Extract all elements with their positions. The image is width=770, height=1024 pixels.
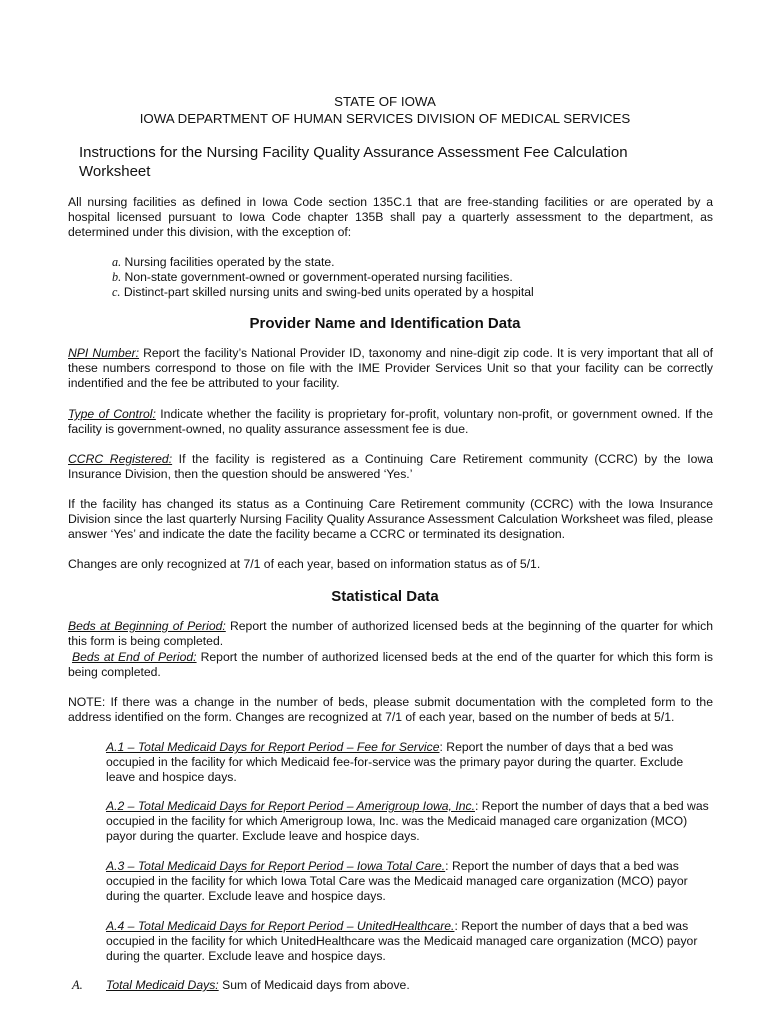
intro-paragraph: All nursing facilities as defined in Iowa Code section 135C.1 that are free-standing facilities or are operated by a hospital licensed pursuant to Iowa Code chapter 135B shall pay a quarterly assessment to the department, as determined under this division, with the exception of:: [68, 195, 713, 240]
provider-section-heading: Provider Name and Identification Data: [249, 315, 521, 332]
doc-title-line1: Instructions for the Nursing Facility Quality Assurance Assessment Fee Calculation: [79, 144, 628, 161]
ccrc-text: If the facility is registered as a Continuing Care Retirement community (CCRC) by the Iowa Insurance Division, then the question should be answered ‘Yes.’: [68, 452, 713, 482]
statistical-section-heading: Statistical Data: [331, 588, 439, 605]
department-header: IOWA DEPARTMENT OF HUMAN SERVICES DIVISION OF MEDICAL SERVICES: [139, 111, 631, 126]
item-label: A.3 – Total Medicaid Days for Report Period – Iowa Total Care.: [106, 859, 446, 873]
beds-end-label: Beds at End of Period:: [72, 650, 197, 664]
changes-note: Changes are only recognized at 7/1 of each year, based on information status as of 5/1.: [68, 557, 541, 571]
beds-begin-paragraph: [68, 619, 713, 649]
beds-begin-label: Beds at Beginning of Period:: [68, 619, 226, 633]
total-medicaid-days: [106, 978, 712, 993]
exception-text: Non-state government-owned or government-operated nursing facilities.: [124, 270, 513, 284]
ccrc-label: CCRC Registered:: [68, 452, 173, 466]
state-header: STATE OF IOWA: [334, 94, 436, 109]
ccrc-paragraph: [68, 452, 713, 482]
medicaid-item-a3: [106, 859, 712, 905]
exception-letter: c.: [112, 285, 121, 299]
npi-label: NPI Number:: [68, 346, 140, 360]
item-label: A.1 – Total Medicaid Days for Report Period – Fee for Service: [106, 740, 440, 754]
exceptions-list: [112, 255, 534, 300]
control-text: Indicate whether the facility is proprietary for-profit, voluntary non-profit, or government owned. If the facility is government-owned, no quality assurance assessment fee is due.: [68, 407, 713, 437]
total-text: Sum of Medicaid days from above.: [218, 978, 410, 992]
exception-letter: a.: [112, 255, 122, 269]
npi-text: Report the facility’s National Provider ID, taxonomy and nine-digit zip code. It is very important that all of these numbers correspond to those on file with the IME Provider Services Unit so that your facility can be correctly indentified and the fee be attributed to your facility.: [68, 346, 713, 391]
total-mark: A.: [72, 978, 83, 992]
exception-item: [112, 255, 534, 270]
ccrc-change-paragraph: If the facility has changed its status as a Continuing Care Retirement community (CCRC) with the Iowa Insurance Division since the last quarterly Nursing Facility Quality Assurance Assessment Calculation Worksheet was filed, please answer ‘Yes’ and indicate the date the facility became a CCRC or terminated its designation.: [68, 497, 713, 542]
beds-end-paragraph: [68, 650, 713, 680]
item-label: A.2 – Total Medicaid Days for Report Period – Amerigroup Iowa, Inc.: [106, 799, 475, 813]
total-label: Total Medicaid Days:: [106, 978, 219, 992]
beds-end-text: Report the number of authorized licensed beds at the end of the quarter for which this form is being completed.: [68, 650, 713, 680]
beds-note-paragraph: NOTE: If there was a change in the number of beds, please submit documentation with the completed form to the address identified on the form. Changes are recognized at 7/1 of each year, based on the number of beds at 5/1.: [68, 695, 713, 725]
control-paragraph: [68, 407, 713, 437]
exception-letter: b.: [112, 270, 122, 284]
npi-paragraph: [68, 346, 713, 392]
item-text: : Report the number of days that a bed was occupied in the facility for which Iowa Total Care was the Medicaid managed care organization (MCO) payor during the quarter. Exclude leave and hospice days.: [106, 859, 688, 904]
medicaid-item-a1: [106, 740, 712, 786]
doc-title-line2: Worksheet: [79, 163, 151, 180]
exception-text: Distinct-part skilled nursing units and swing-bed units operated by a hospital: [123, 285, 534, 299]
beds-begin-text: Report the number of authorized licensed beds at the beginning of the quarter for which this form is being completed.: [68, 619, 713, 649]
exception-text: Nursing facilities operated by the state.: [124, 255, 335, 269]
exception-item: [112, 285, 534, 300]
item-text: : Report the number of days that a bed was occupied in the facility for which Medicaid fee-for-service was the primary payor during the quarter. Exclude leave and hospice days.: [106, 740, 684, 785]
medicaid-item-a4: [106, 919, 712, 965]
exception-item: [112, 270, 534, 285]
control-label: Type of Control:: [68, 407, 156, 421]
item-text: : Report the number of days that a bed was occupied in the facility for which Amerigroup Iowa, Inc. was the Medicaid managed care organization (MCO) payor during the quarter. Exclude leave and hospice days.: [106, 799, 709, 844]
medicaid-item-a2: [106, 799, 712, 845]
item-text: : Report the number of days that a bed was occupied in the facility for which UnitedHealthcare was the Medicaid managed care organization (MCO) payor during the quarter. Exclude leave and hospice days.: [106, 919, 698, 964]
item-label: A.4 – Total Medicaid Days for Report Period – UnitedHealthcare.: [106, 919, 455, 933]
